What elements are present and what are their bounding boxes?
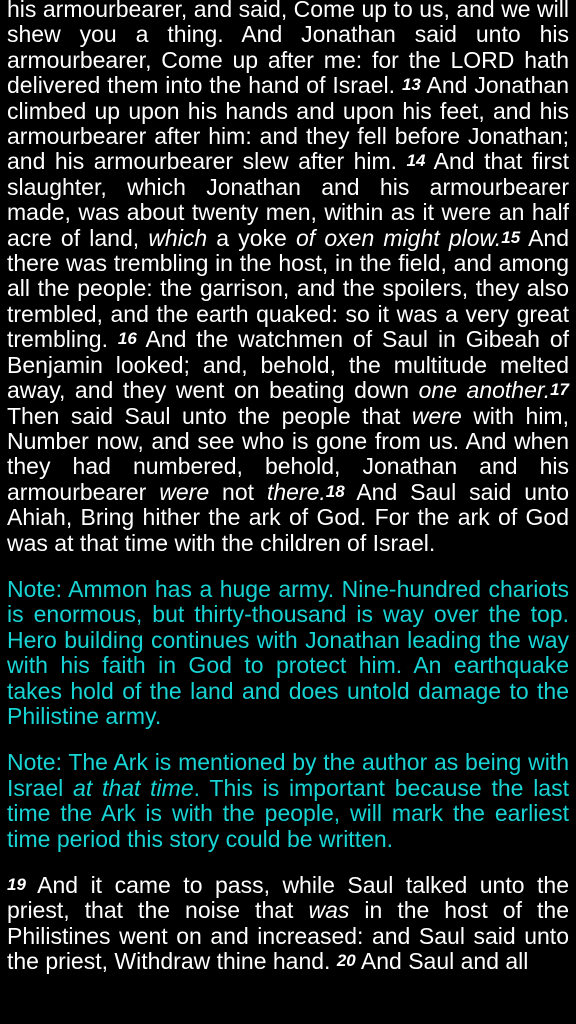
italic-text: there. (266, 478, 326, 505)
commentary-note (7, 750, 569, 852)
scripture-passage (7, 873, 569, 975)
text-run: not (209, 478, 267, 505)
text-run: . This is important because the last time the Ark is with the people, will mark the earliest time period this story could be written. (7, 774, 569, 852)
verse-number: 19 (7, 875, 26, 894)
verse-number: 20 (336, 951, 356, 971)
italic-text: was (308, 897, 350, 924)
italic-text: were (159, 478, 210, 505)
text-run: his armourbearer, and said, Come up to us, and we will shew you a thing. And Jonathan said unto his armourbearer, Come up after me: for the LORD hath delivered them into the hand of Israel. (7, 0, 569, 99)
text-run: And it came to pass, while Saul talked unto the priest, that the noise that (7, 872, 569, 924)
text-run: Note: Ammon has a huge army. Nine-hundred chariots is enormous, but thirty-thousand is way over the top. Hero building continues with Jonathan leading the way with his faith in God to protect him. An earthquake takes hold of the land and does untold damage to the Philistine army. (7, 575, 569, 729)
text-run: And that first slaughter, which Jonathan and his armourbearer made, was about twenty men, within as it were an half acre of land, (7, 148, 569, 251)
verse-number: 14 (406, 151, 426, 171)
scripture-passage (7, 0, 569, 556)
italic-text: were (411, 402, 462, 429)
text-run: Then said Saul unto the people that (7, 402, 412, 429)
text-run: And Saul said unto Ahiah, Bring hither the ark of God. For the ark of God was at that time with the children of Israel. (7, 478, 569, 556)
verse-number: 13 (401, 75, 421, 95)
text-run: Note: The Ark is mentioned by the author as being with Israel (7, 749, 569, 801)
verse-number: 18 (325, 481, 345, 501)
text-run: a yoke (207, 224, 297, 251)
text-run: And Jonathan climbed up upon his hands and upon his feet, and his armourbearer after him: and they fell before Jonathan; and his armourbearer slew after him. (7, 72, 569, 175)
text-run: with him, Number now, and see who is gone from us. And when they had numbered, behold, Jonathan and his armourbearer (7, 402, 569, 505)
italic-text: which (148, 224, 208, 251)
verse-number: 17 (550, 380, 570, 400)
italic-text: one another. (418, 377, 551, 404)
verse-number: 16 (117, 329, 137, 349)
commentary-note (7, 577, 569, 729)
text-run: in the host of the Philistines went on and increased: and Saul said unto the priest, Withdraw thine hand. (7, 897, 569, 975)
verse-number: 15 (501, 227, 521, 247)
italic-text: of oxen might plow. (296, 224, 502, 251)
text-run: And there was trembling in the host, in the field, and among all the people: the garrison, and the spoilers, they also trembled, and the earth quaked: so it was a very great trembling. (7, 224, 569, 353)
text-run: And Saul and all (355, 948, 529, 975)
text-run: And the watchmen of Saul in Gibeah of Benjamin looked; and, behold, the multitude melted away, and they went on beating down (7, 326, 570, 404)
italic-text: at that time (73, 774, 194, 801)
